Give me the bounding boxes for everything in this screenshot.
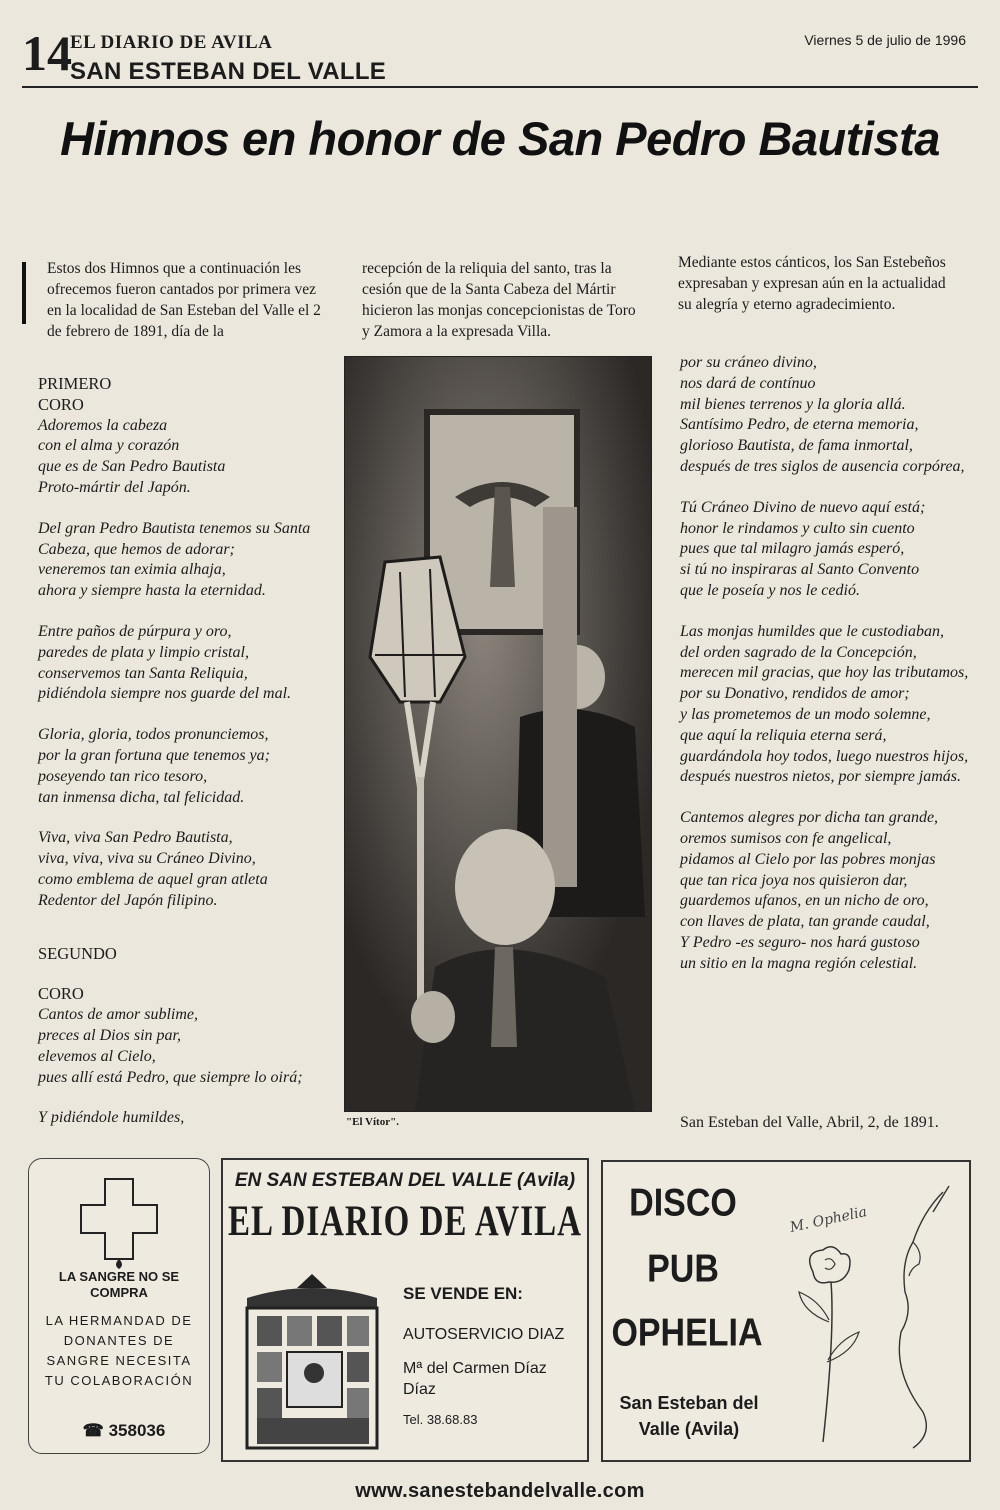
verse-line: por su cráneo divino, bbox=[680, 354, 817, 371]
stanza-10 bbox=[680, 622, 972, 788]
verse-line: por la gran fortuna que tenemos ya; bbox=[38, 746, 270, 764]
diario-ad-shop: AUTOSERVICIO DIAZ bbox=[403, 1326, 565, 1343]
verse-line: conservemos tan Santa Reliquia, bbox=[38, 664, 248, 682]
disco-ad-line1: DISCO bbox=[629, 1181, 737, 1225]
verse-line: poseyendo tan rico tesoro, bbox=[38, 767, 208, 785]
diario-ad-tel: Tel. 38.68.83 bbox=[403, 1412, 478, 1427]
newsstand-icon bbox=[237, 1268, 387, 1453]
verse-line: glorioso Bautista, de fama inmortal, bbox=[680, 437, 913, 455]
stanza-2 bbox=[38, 519, 338, 602]
stanza-7 bbox=[38, 1108, 338, 1129]
header-divider bbox=[22, 86, 978, 88]
diario-ad-owner: Mª del Carmen Díaz Díaz bbox=[403, 1360, 547, 1398]
issue-date: Viernes 5 de julio de 1996 bbox=[804, 32, 966, 48]
diario-ad-masthead: EL DIARIO DE AVILA bbox=[228, 1198, 582, 1246]
coro-heading-1: CORO bbox=[38, 394, 84, 414]
verse-line: Gloria, gloria, todos pronunciemos, bbox=[38, 726, 269, 744]
verse-line: preces al Dios sin par, bbox=[38, 1026, 181, 1044]
verse-line: que es de San Pedro Bautista bbox=[38, 458, 226, 476]
verse-line: Cantos de amor sublime, bbox=[38, 1006, 198, 1024]
verse-line: Proto-mártir del Japón. bbox=[38, 478, 191, 496]
newspaper-name: EL DIARIO DE AVILA bbox=[70, 32, 273, 53]
intro-bar bbox=[22, 262, 26, 324]
stanza-5 bbox=[38, 828, 338, 911]
disco-ad-location: San Esteban del Valle (Avila) bbox=[619, 1393, 759, 1439]
verse-line: con llaves de plata, tan grande caudal, bbox=[680, 913, 930, 931]
verse-line: tan inmensa dicha, tal felicidad. bbox=[38, 788, 245, 806]
verse-line: Cantemos alegres por dicha tan grande, bbox=[680, 809, 939, 827]
photo-illustration bbox=[345, 357, 651, 1111]
verse-line: Adoremos la cabeza bbox=[38, 416, 168, 434]
verse-line: con el alma y corazón bbox=[38, 437, 180, 455]
verse-line: Viva, viva San Pedro Bautista, bbox=[38, 829, 233, 847]
verse-line: después de tres siglos de ausencia corpórea, bbox=[680, 457, 965, 475]
stanza-6 bbox=[38, 1005, 338, 1088]
blood-ad-headline: LA SANGRE NO SE COMPRA bbox=[58, 1269, 180, 1300]
diario-ad-kicker: EN SAN ESTEBAN DEL VALLE (Avila) bbox=[234, 1170, 576, 1191]
verse-line: como emblema de aquel gran atleta bbox=[38, 870, 268, 888]
stanza-4 bbox=[38, 725, 338, 808]
verse-line: Y Pedro -es seguro- nos hará gustoso bbox=[680, 933, 920, 951]
verse-line: guardándola hoy todos, luego nuestros hijos, bbox=[680, 747, 969, 765]
verse-line: Santísimo Pedro, de eterna memoria, bbox=[680, 416, 919, 434]
verse-line: veneremos tan eximia alhaja, bbox=[38, 561, 226, 579]
stanza-8 bbox=[680, 353, 972, 478]
intro-paragraph-2: recepción de la reliquia del santo, tras la cesión que de la Santa Cabeza del Mártir hicieron las monjas concepcionistas de Toro y Zamora a la expresada Villa. bbox=[362, 260, 636, 340]
stanza-1 bbox=[38, 416, 338, 499]
verse-line: del orden sagrado de la Concepción, bbox=[680, 643, 917, 661]
verse-line: pues allí está Pedro, que siempre lo oirá; bbox=[38, 1068, 303, 1086]
blood-ad-phone: 358036 bbox=[108, 1421, 166, 1440]
verse-line: Del gran Pedro Bautista tenemos su Santa Cabeza, que hemos de adorar; bbox=[38, 519, 311, 558]
stanza-11 bbox=[680, 808, 972, 974]
verse-line: que tan rica joya nos quisieron dar, bbox=[680, 871, 908, 889]
verse-line: pues que tal milagro jamás esperó, bbox=[680, 540, 905, 558]
verse-line: guardemos ufanos, en un nicho de oro, bbox=[680, 892, 929, 910]
verse-line: merecen mil gracias, que hoy las tributamos, bbox=[680, 664, 969, 682]
verse-line: honor le rindamos y culto sin cuento bbox=[680, 519, 915, 537]
diario-ad-se-vende: SE VENDE EN: bbox=[403, 1284, 523, 1303]
verse-line: Y pidiéndole humildes, bbox=[38, 1109, 185, 1127]
stanza-9 bbox=[680, 498, 972, 602]
verse-line: por su Donativo, rendidos de amor; bbox=[680, 685, 910, 703]
stanza-3 bbox=[38, 622, 338, 705]
coro-heading-2: CORO bbox=[38, 984, 84, 1004]
verse-line: nos dará de contínuo bbox=[680, 374, 816, 392]
verse-line: y las prometemos de un modo solemne, bbox=[680, 705, 931, 723]
rose-illustration bbox=[773, 1172, 963, 1452]
hymn-heading-segundo: SEGUNDO bbox=[38, 943, 117, 963]
page-number: 14 bbox=[22, 25, 72, 81]
blood-ad-body: LA HERMANDAD DE DONANTES DE SANGRE NECESITA TU COLABORACIÓN bbox=[44, 1313, 194, 1388]
verse-line: que le poseía y nos le cedió. bbox=[680, 581, 860, 599]
verse-line: ahora y siempre hasta la eternidad. bbox=[38, 582, 266, 600]
verse-line: Tú Cráneo Divino de nuevo aquí está; bbox=[680, 498, 926, 516]
verse-line: pidiéndola siempre nos guarde del mal. bbox=[38, 685, 292, 703]
poem-column-left bbox=[38, 374, 338, 1149]
blood-ad-phone-row bbox=[59, 1421, 189, 1441]
verse-line: Las monjas humildes que le custodiaban, bbox=[680, 622, 944, 640]
verse-line: Redentor del Japón filipino. bbox=[38, 891, 218, 909]
section-title: SAN ESTEBAN DEL VALLE bbox=[70, 58, 387, 85]
verse-line: elevemos al Cielo, bbox=[38, 1047, 156, 1065]
cross-icon bbox=[77, 1173, 161, 1269]
verse-line: oremos sumisos con fe angelical, bbox=[680, 829, 892, 847]
poem-column-right bbox=[680, 353, 972, 995]
photo-caption: "El Vítor". bbox=[346, 1116, 399, 1128]
disco-ad-script: M. Ophelia bbox=[788, 1203, 869, 1236]
verse-line: un sitio en la magna región celestial. bbox=[680, 954, 918, 972]
disco-ad-line3: OPHELIA bbox=[611, 1311, 763, 1355]
intro-paragraph-3: Mediante estos cánticos, los San Estebeños expresaban y expresan aún en la actualidad su alegría y eterno agradecimiento. bbox=[678, 254, 946, 313]
intro-paragraph-1: Estos dos Himnos que a continuación les ofrecemos fueron cantados por primera vez en la localidad de San Esteban del Valle el 2 de febrero de 1891, día de la bbox=[47, 260, 321, 340]
verse-line: Entre paños de púrpura y oro, bbox=[38, 622, 232, 640]
article-headline: Himnos en honor de San Pedro Bautista bbox=[60, 112, 940, 165]
verse-line: después nuestros nietos, por siempre jamás. bbox=[680, 768, 962, 786]
verse-line: mil bienes terrenos y la gloria allá. bbox=[680, 395, 906, 413]
article-signoff: San Esteban del Valle, Abril, 2, de 1891. bbox=[680, 1114, 939, 1131]
disco-ad-line2: PUB bbox=[647, 1247, 719, 1291]
newspaper-vendor-ad bbox=[221, 1158, 589, 1462]
disco-pub-ad bbox=[601, 1160, 971, 1462]
procession-photo bbox=[344, 356, 652, 1112]
verse-line: pidamos al Cielo por las pobres monjas bbox=[680, 850, 936, 868]
phone-icon: ☎ bbox=[82, 1421, 104, 1440]
verse-line: paredes de plata y limpio cristal, bbox=[38, 643, 249, 661]
blood-donation-ad bbox=[28, 1158, 210, 1454]
verse-line: que aquí la reliquia eterna será, bbox=[680, 726, 887, 744]
hymn-heading-primero: PRIMERO bbox=[38, 374, 112, 393]
website-url[interactable]: www.sanestebandelvalle.com bbox=[355, 1480, 645, 1502]
verse-line: viva, viva, viva su Cráneo Divino, bbox=[38, 850, 256, 868]
verse-line: si tú no inspiraras al Santo Convento bbox=[680, 561, 920, 579]
